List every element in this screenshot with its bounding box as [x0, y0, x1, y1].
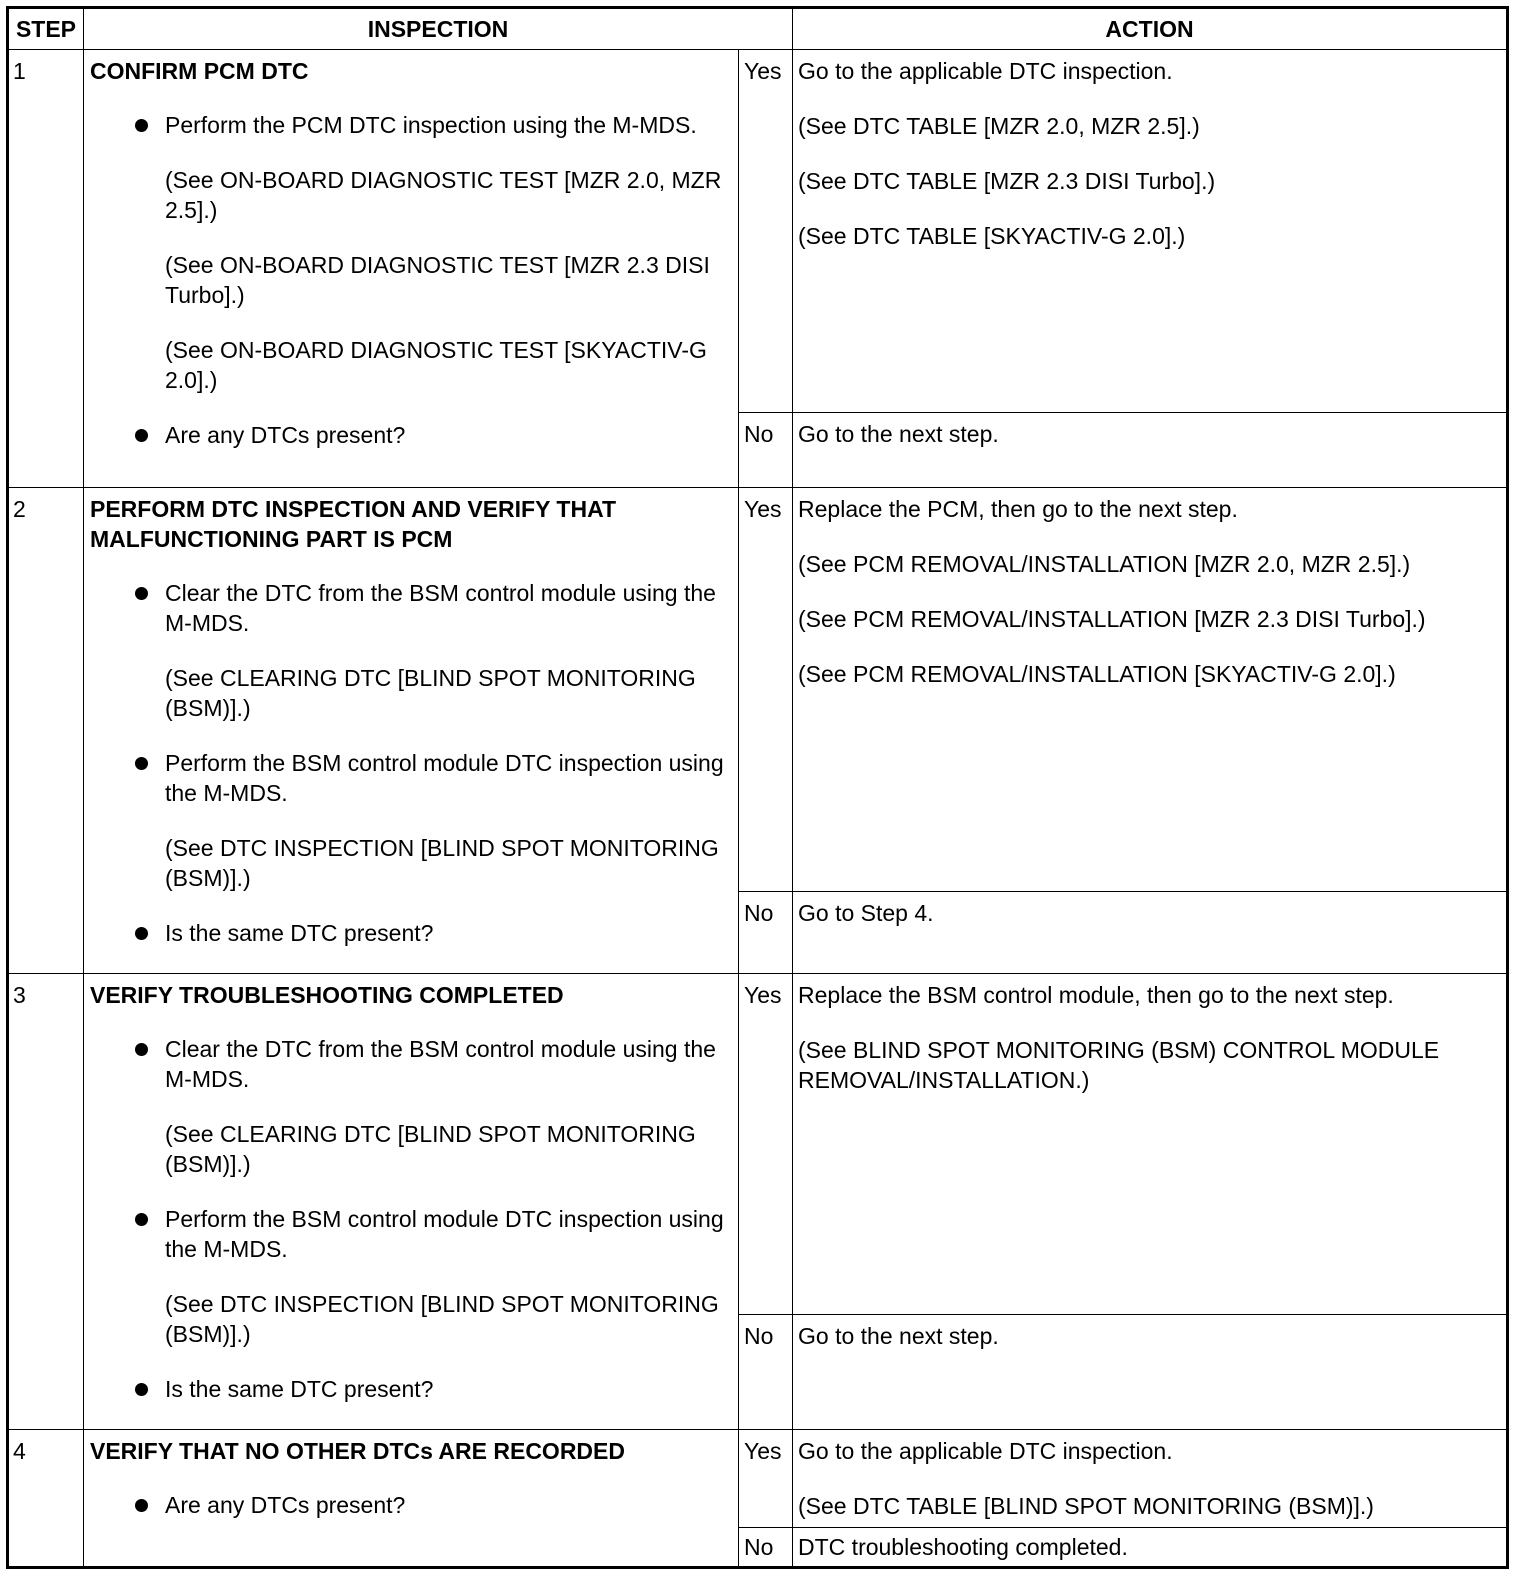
step-inspection: [84, 1430, 739, 1568]
action-text: Replace the BSM control module, then go to the next step.: [798, 982, 1394, 1008]
reference-link[interactable]: (See ON-BOARD DIAGNOSTIC TEST [MZR 2.3 DISI Turbo].): [165, 252, 710, 308]
bullet-list: [90, 578, 730, 638]
table-header-row: [8, 8, 1508, 50]
bullet-icon: [135, 1213, 148, 1226]
bullet-icon: [135, 1383, 148, 1396]
bullet-item: [135, 110, 730, 140]
step-number: 2: [8, 488, 84, 974]
reference-link[interactable]: (See CLEARING DTC [BLIND SPOT MONITORING (BSM)].): [165, 665, 696, 721]
bullet-icon: [135, 119, 148, 132]
no-label: No: [739, 413, 793, 488]
step-3-yes-row: [8, 974, 1508, 1315]
header-step: STEP: [8, 8, 84, 50]
step-title: CONFIRM PCM DTC: [90, 58, 309, 84]
bullet-list: [90, 1490, 730, 1520]
bullet-text: Perform the BSM control module DTC inspection using the M-MDS.: [165, 750, 724, 806]
no-label: No: [739, 1315, 793, 1430]
step-number: 4: [8, 1430, 84, 1568]
bullet-item: [135, 1374, 730, 1404]
bullet-icon: [135, 587, 148, 600]
question-text: Is the same DTC present?: [165, 920, 434, 946]
reference-link[interactable]: (See DTC TABLE [SKYACTIV-G 2.0].): [798, 223, 1186, 249]
reference-link[interactable]: (See ON-BOARD DIAGNOSTIC TEST [SKYACTIV-G 2.0].): [165, 337, 707, 393]
yes-label: Yes: [739, 488, 793, 892]
reference-link[interactable]: (See DTC TABLE [BLIND SPOT MONITORING (BSM)].): [798, 1493, 1374, 1519]
bullet-list: [90, 1204, 730, 1264]
bullet-list: [90, 1374, 730, 1404]
question-text: Are any DTCs present?: [165, 422, 406, 448]
no-action: [793, 1315, 1508, 1430]
yes-action: [793, 1430, 1508, 1528]
step-inspection: [84, 50, 739, 488]
step-inspection: [84, 488, 739, 974]
bullet-item: [135, 420, 730, 450]
action-text: Go to the applicable DTC inspection.: [798, 1438, 1173, 1464]
step-inspection: [84, 974, 739, 1430]
bullet-item: [135, 1034, 730, 1094]
step-number: 1: [8, 50, 84, 488]
question-text: Is the same DTC present?: [165, 1376, 434, 1402]
no-label: No: [739, 891, 793, 973]
yes-label: Yes: [739, 974, 793, 1315]
reference-link[interactable]: (See PCM REMOVAL/INSTALLATION [MZR 2.3 DISI Turbo].): [798, 606, 1426, 632]
bullet-icon: [135, 429, 148, 442]
step-number: 3: [8, 974, 84, 1430]
header-action: ACTION: [793, 8, 1508, 50]
bullet-item: [135, 748, 730, 808]
action-text: Go to the next step.: [798, 421, 999, 447]
bullet-icon: [135, 927, 148, 940]
action-text: Go to Step 4.: [798, 899, 934, 926]
step-title: VERIFY THAT NO OTHER DTCs ARE RECORDED: [90, 1438, 625, 1464]
reference-link[interactable]: (See DTC TABLE [MZR 2.0, MZR 2.5].): [798, 113, 1200, 139]
yes-action: [793, 488, 1508, 892]
reference-link[interactable]: (See DTC TABLE [MZR 2.3 DISI Turbo].): [798, 168, 1216, 194]
action-text: Replace the PCM, then go to the next step.: [798, 496, 1238, 522]
step-2-yes-row: [8, 488, 1508, 892]
reference-link[interactable]: (See BLIND SPOT MONITORING (BSM) CONTROL MODULE REMOVAL/INSTALLATION.): [798, 1037, 1440, 1093]
troubleshooting-table: [6, 6, 1509, 1569]
bullet-icon: [135, 757, 148, 770]
reference-link[interactable]: (See CLEARING DTC [BLIND SPOT MONITORING (BSM)].): [165, 1121, 696, 1177]
bullet-item: [135, 918, 730, 948]
no-action: [793, 891, 1508, 973]
step-title: PERFORM DTC INSPECTION AND VERIFY THAT MALFUNCTIONING PART IS PCM: [90, 496, 617, 552]
action-text: DTC troubleshooting completed.: [798, 1534, 1128, 1560]
bullet-item: [135, 1204, 730, 1264]
bullet-list: [90, 110, 730, 140]
reference-link[interactable]: (See DTC INSPECTION [BLIND SPOT MONITORING (BSM)].): [165, 1291, 719, 1347]
reference-link[interactable]: (See ON-BOARD DIAGNOSTIC TEST [MZR 2.0, MZR 2.5].): [165, 167, 722, 223]
step-4-yes-row: [8, 1430, 1508, 1528]
no-action: [793, 1528, 1508, 1568]
yes-label: Yes: [739, 1430, 793, 1528]
question-text: Are any DTCs present?: [165, 1492, 406, 1518]
bullet-item: [135, 1490, 730, 1520]
reference-link[interactable]: (See PCM REMOVAL/INSTALLATION [SKYACTIV-G 2.0].): [798, 661, 1396, 687]
bullet-icon: [135, 1043, 148, 1056]
bullet-list: [90, 748, 730, 808]
bullet-text: Clear the DTC from the BSM control module using the M-MDS.: [165, 580, 716, 636]
action-text: Go to the next step.: [798, 1323, 999, 1350]
yes-action: [793, 974, 1508, 1315]
header-inspection: INSPECTION: [84, 8, 793, 50]
yes-label: Yes: [739, 50, 793, 413]
reference-link[interactable]: (See PCM REMOVAL/INSTALLATION [MZR 2.0, MZR 2.5].): [798, 551, 1411, 577]
no-label: No: [739, 1528, 793, 1568]
reference-link[interactable]: (See DTC INSPECTION [BLIND SPOT MONITORING (BSM)].): [165, 835, 719, 891]
bullet-list: [90, 1034, 730, 1094]
bullet-icon: [135, 1499, 148, 1512]
bullet-list: [90, 918, 730, 948]
bullet-text: Perform the BSM control module DTC inspection using the M-MDS.: [165, 1206, 724, 1262]
bullet-text: Perform the PCM DTC inspection using the M-MDS.: [165, 112, 697, 138]
yes-action: [793, 50, 1508, 413]
bullet-text: Clear the DTC from the BSM control module using the M-MDS.: [165, 1036, 716, 1092]
action-text: Go to the applicable DTC inspection.: [798, 58, 1173, 84]
step-1-yes-row: [8, 50, 1508, 413]
step-title: VERIFY TROUBLESHOOTING COMPLETED: [90, 982, 564, 1008]
bullet-list: [90, 420, 730, 450]
bullet-item: [135, 578, 730, 638]
no-action: [793, 413, 1508, 488]
